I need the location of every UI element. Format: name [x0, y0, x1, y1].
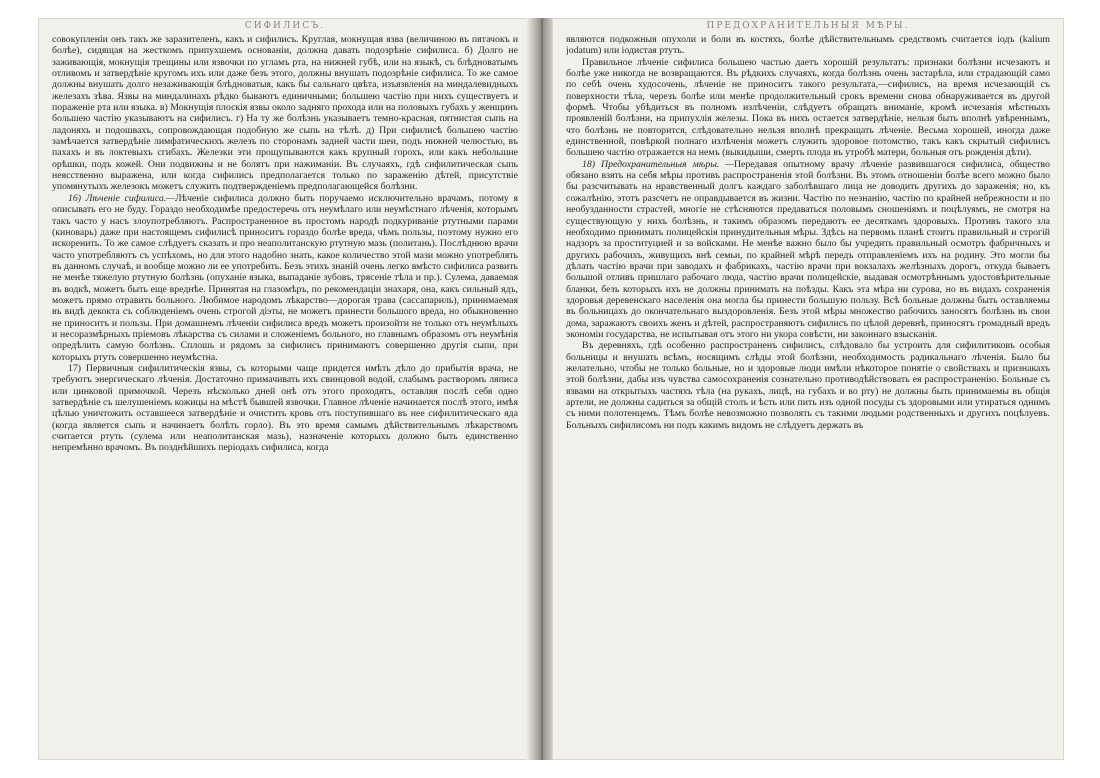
right-running-head: ПРЕДОХРАНИТЕЛЬНЫЯ МѢРЫ.	[706, 21, 910, 30]
paragraph-17-text: 17) Первичныя сифилитическія язвы, съ которыми чаще придется имѣть дѣло до прибытія врача, не требуютъ энергическаго лѣченія. Достаточно примачивать ихъ свинцовой водой, слабымъ растворомъ ляписа или цинковой примочкой. Черезъ нѣсколько дней онѣ отъ этого проходятъ, оставляя послѣ себя одно затвердѣніе съ шелушеніемъ кожицы на мѣстѣ бывшей язвочки. Главное лѣченіе начинается послѣ этого, имѣя цѣлью уничтожить оставшееся затвердѣніе и очистить кровь отъ поступившаго въ нее сифилитическаго яда (когда является сыпь и начинаетъ болѣть горло). Въ это время самымъ дѣйствительнымъ лѣкарствомъ считается ртуть (сулема или неаполитанская мазь), назначеніе которыхъ должно быть единственно непремѣнно врачомъ. Въ позднѣйшихъ періодахъ сифилиса, когда	[52, 362, 518, 454]
paragraph-villages-text: Въ деревняхъ, гдѣ особенно распространенъ сифилисъ, слѣдовало бы устроить для сифилитиковъ особыя больницы и внушать всѣмъ, носящимъ слѣды этой болѣзни, необходимость радикальнаго лѣченія. Было бы желательно, чтобы не только больные, но и здоровые люди имѣли нѣкоторое понятіе о свойствахъ и признакахъ этой болѣзни, дабы изъ чувства самосохраненія сознательно противодѣйствовать ея распространенію. Больные съ язвами на открытыхъ частяхъ тѣла (на рукахъ, лицѣ, на губахъ и во рту) не должны быть принимаемы въ общія артели, не должны садиться за общій столъ и ѣсть или пить изъ одной посуды съ здоровыми или утираться однимъ съ ними полотенцемъ. Тѣмъ болѣе невозможно позволять съ такими людьми родственныхъ и другихъ поцѣлуевъ. Больныхъ сифилисомъ ни подъ какимъ видомъ не слѣдуетъ держать въ	[566, 340, 1050, 431]
paragraph-18	[566, 159, 1050, 341]
section-18-heading: 18) Предохранительныя мѣры. —	[582, 158, 734, 170]
paragraph-17	[52, 363, 518, 454]
left-page-text	[52, 34, 518, 756]
paragraph-villages	[566, 340, 1050, 431]
paragraph-0	[52, 34, 518, 193]
right-page	[552, 18, 1064, 760]
paragraph-16	[52, 193, 518, 363]
paragraph-0-text: совокупленіи онъ такъ же заразителенъ, какъ и сифилисъ. Круглая, мокнущая язва (величиною въ пятачокъ и болѣе), сидящая на жесткомъ припухшемъ основаніи, должна давать подозрѣніе сифилиса. б) Долго не заживающія, мокнущія трещины или язвочки по угламъ рта, на нижней губѣ, или на языкѣ, съ блѣдноватымъ отливомъ и затвердѣніе кругомъ ихъ или даже безъ этого, должны внушать подозрѣніе сифилиса. То же самое должны внушать долго незаживающія блѣдноватыя, какъ бы сальнаго цвѣта, изъязвленія на миндалевидныхъ железахъ зѣва. Язвы на миндалинахъ рѣдко бываютъ единичными; большею частію при нихъ существуетъ и пораженіе рта или языка. в) Мокнущія плоскія язвы около задняго прохода или на половыхъ губахъ у женщинъ большею частію указываютъ на сифилисъ. г) На ту же болѣзнь указываетъ темно-красная, пятнистая сыпь на ладоняхъ и подошвахъ, сопровождающая подобную же сыпь на тѣлѣ. д) При сифилисѣ большею частію замѣчается затвердѣніе лимфатическихъ железъ по сторонамъ задней части шеи, подъ нижней челюстью, въ пахахъ и въ локтевыхъ сгибахъ. Железки эти прощупываются какъ крупный горохъ, или какъ небольшие орѣшки, подъ кожей. Они подвижны и не болятъ при нажиманіи. Въ случаяхъ, гдѣ сифилитическая сыпь неясственно выражена, или когда сифилисъ предполагается только по зараженію дѣтей, присутствіе упомянутыхъ железокъ можетъ служить подтвержденіемъ предполагающейся болѣзни.	[52, 34, 518, 193]
left-running-head: СИФИЛИСЪ.	[244, 21, 326, 30]
right-page-text	[566, 34, 1050, 756]
paragraph-treatment-result-text: Правильное лѣченіе сифилиса большею частью даетъ хорошій результатъ: признаки болѣзни исчезаютъ и болѣе уже никогда не возвращаются. Въ рѣдкихъ случаяхъ, когда болѣзнь очень застарѣла, или страдающій само по себѣ очень худосочень, лѣченіе не приноситъ такого результата,—сифилисъ, на время исчезающій съ поверхности тѣла, черезъ болѣе или менѣе продолжительный срокъ времени снова обнаруживается въ другой формѣ. Чтобы убѣдиться въ полномъ излѣченіи, слѣдуетъ обращать вниманіе, кромѣ исчезанія мѣстныхъ проявленій болѣзни, на припухлія железы. Пока въ нихъ остается затвердѣніе, нельзя быть вполнѣ увѣреннымъ, что болѣзнь не повторится, слѣдовательно нельзя вполнѣ прекращать лѣченіе. Весьма хорошей, иногда даже единственной, повѣркой полнаго излѣченія можетъ служить здоровое потомство, такъ какъ скрытый сифилисъ большею частію отражается на немъ (выкидыши, смерть плода въ утробѣ матери, больныя отъ рожденія дѣти).	[566, 56, 1050, 159]
paragraph-16-text: Лѣченіе сифилиса должно быть поручаемо исключительно врачамъ, потому я описывать его не буду. Гораздо необходимѣе предостеречь отъ неумѣлаго или неумѣстнаго лѣченія, которымъ такъ часто у насъ злоупотребляютъ. Распространенное въ простомъ народѣ подкуриваніе ртутными парами (киноварь) даже при настоящемъ сифилисѣ приноситъ гораздо болѣе вреда, чѣмъ пользы, поэтому нужно его искоренить. То же самое слѣдуетъ сказать и про неаполитанскую ртутную мазь (политань). Послѣднюю врачи часто употребляютъ съ успѣхомъ, но для этого надобно знать, какое количество этой мази можно употреблять въ данномъ случаѣ, и вообще можно ли ее употребить. Безъ этихъ знаній очень легко вмѣсто сифилиса развить не менѣе тяжелую ртутную болѣзнь (опуханіе языка, выпаданіе зубовъ, трясеніе тѣла и пр.). Сулема, даваемая въ водкѣ, можетъ быть еще вреднѣе. Принятая на глазомѣръ, по рекомендаціи знахаря, она, какъ сильный ядъ, можетъ прямо отравить больного. Любимое народомъ лѣкарство—дорогая трава (сассапариль), принимаемая въ видѣ декокта съ соблюденіемъ очень строгой діэты, не можетъ принести большого вреда, но обыкновенно не приноситъ и пользы. При домашнемъ лѣченіи сифилиса вредъ можетъ произойти не только отъ неумѣлыхъ и несоразмѣрныхъ пріемовъ лѣкарства съ силами и сложеніемъ больного, но главнымъ образомъ отъ неумѣнія опредѣлить самую болѣзнь. Сплошь и рядомъ за сифилисъ принимаютъ совершенно другія сыпи, при которыхъ ртуть совершенно неумѣстна.	[52, 192, 518, 363]
section-16-heading: 16) Лѣченіе сифилиса.—	[68, 192, 175, 204]
paragraph-18-text: Передавая опытному врачу лѣченіе развившагося сифилиса, общество обязано взять на себя мѣры противъ распространенія этой болѣзни. Въ этомъ отношеніи болѣе всего можно было бы разсчитывать на нравственный долгъ каждаго заболѣвшаго лица не доводить другихъ до зараженія; но, къ сожалѣнію, этотъ разсчетъ не оправдывается въ жизни. Частію по незнанію, частію по крайней небрежности и по необузданности страстей, многіе не стѣсняются предаваться половымъ сношеніямъ и поцѣлуямъ, не смотря на существующую у нихъ болѣзнь, и такимъ образомъ передаютъ ее десяткамъ здоровыхъ. Противъ такого зла необходимо принимать полицейскія принудительныя мѣры. Здѣсь на первомъ планѣ стоитъ правильный и строгій надзоръ за проституцией и за войсками. Не менѣе важно было бы учредить правильный осмотръ фабричныхъ и другихъ рабочихъ, живущихъ внѣ семьи, по крайней мѣрѣ передъ отправленіемъ ихъ на родину. Это могли бы дѣлать частію врачи при заводахъ и фабрикахъ, частію врачи при вокзалахъ желѣзныхъ дорогъ, откуда бываетъ большой отливъ пришлаго рабочаго люда, частію врачи полицейскіе, выдавая осмотрѣннымъ удостовѣрительные бланки, безъ которыхъ ихъ не должны принимать на поѣзды. Какъ эта мѣра ни сурова, но въ видахъ сохраненія здоровья деревенскаго населенія она могла бы принести большую пользу. Всѣ больные должны быть оставляемы въ больницахъ до окончательнаго выздоровленія. Безъ этой мѣры множество рабочихъ заносятъ болѣзнь въ свои дома, заражаютъ своихъ женъ и дѣтей, распространяютъ сифилисъ по цѣлой деревнѣ, приносятъ громадный вредъ экономіи государства, не испытывая отъ этого ни укора совѣсти, ни законнаго взысканія.	[566, 158, 1050, 340]
paragraph-continued-text: являются подкожныя опухоли и боли въ костяхъ, болѣе дѣйствительнымъ средствомъ считается іодъ (kalium jodatum) или іодистая ртуть.	[566, 34, 1050, 57]
paragraph-continued	[566, 34, 1050, 57]
left-page	[38, 18, 532, 760]
paragraph-treatment-result	[566, 57, 1050, 159]
